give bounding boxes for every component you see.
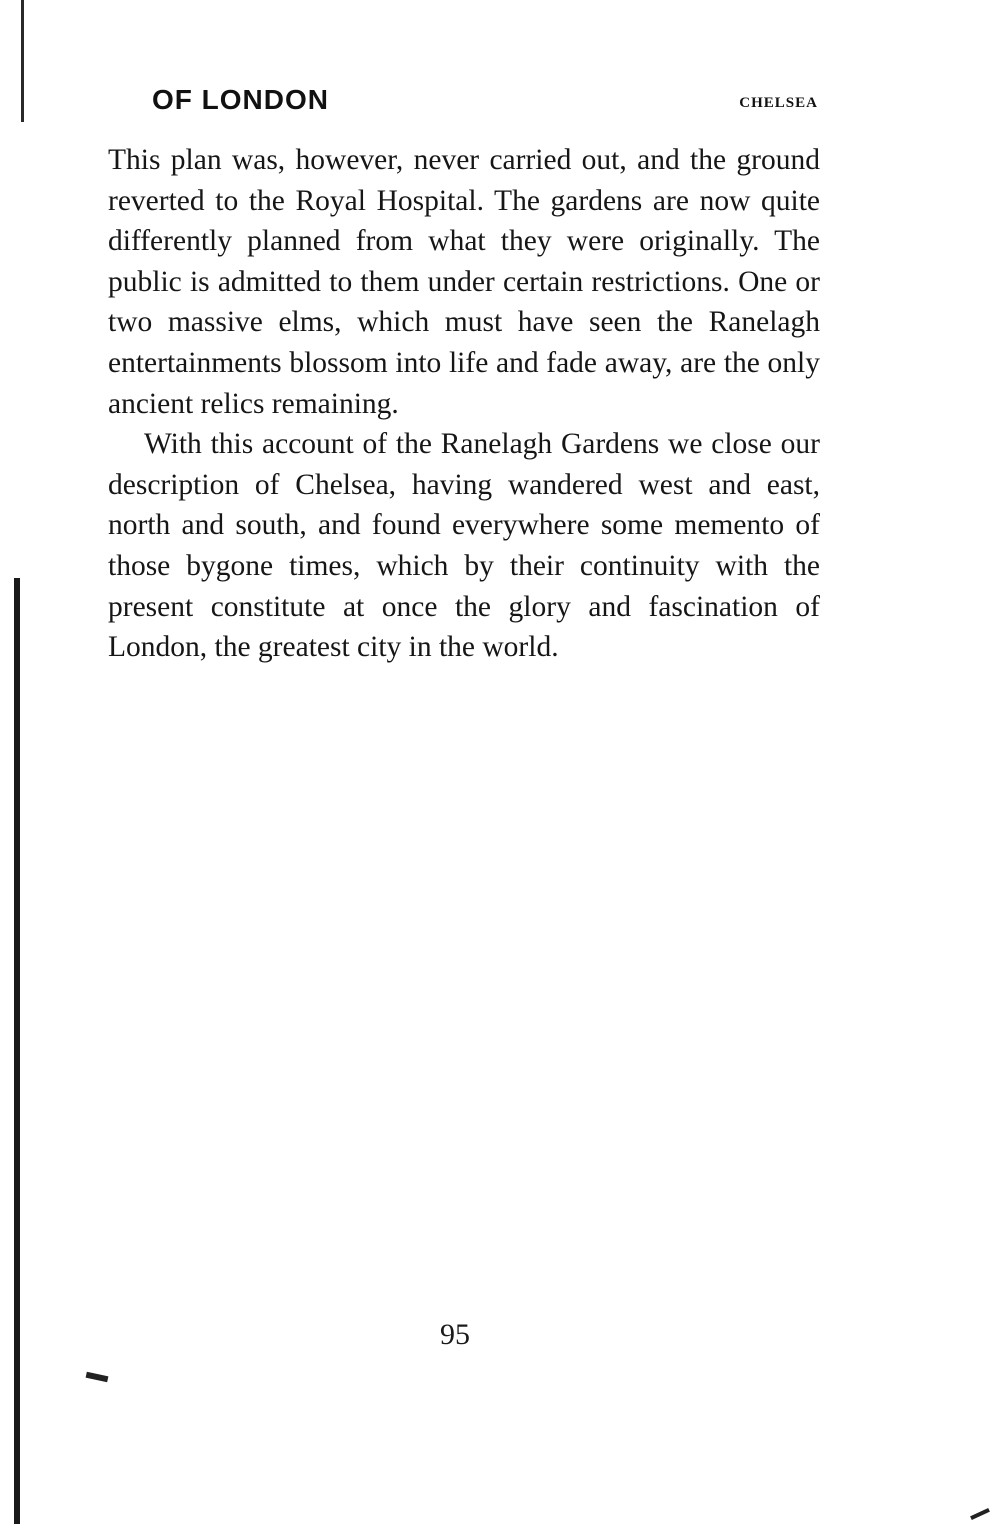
running-header-title: OF LONDON [152,84,329,115]
scan-artifact-mark [86,1372,109,1382]
paragraph-2: With this account of the Ranelagh Gardens we close our description of Chelsea, having wandered west and east, north and south, and found everywhere some memento of those bygone times, which by their continuity with the present constitute at once the glory and fascination of London, the greatest city in the world. [108,428,820,664]
binding-edge-mark [21,0,24,122]
scan-artifact-mark-right [970,1508,990,1520]
page-number: 95 [440,1318,470,1351]
running-header-section: CHELSEA [739,95,818,111]
body-text [108,140,820,668]
paragraph-1: This plan was, however, never carried out, and the ground reverted to the Royal Hospital. The gardens are now quite differently planned from what they were originally. The public is admitted to them under certain restrictions. One or two massive elms, which must have seen the Ranelagh entertainments blossom into life and fade away, are the only ancient relics remaining. [108,144,820,420]
running-header [152,84,818,118]
binding-edge-shadow [14,578,20,1524]
